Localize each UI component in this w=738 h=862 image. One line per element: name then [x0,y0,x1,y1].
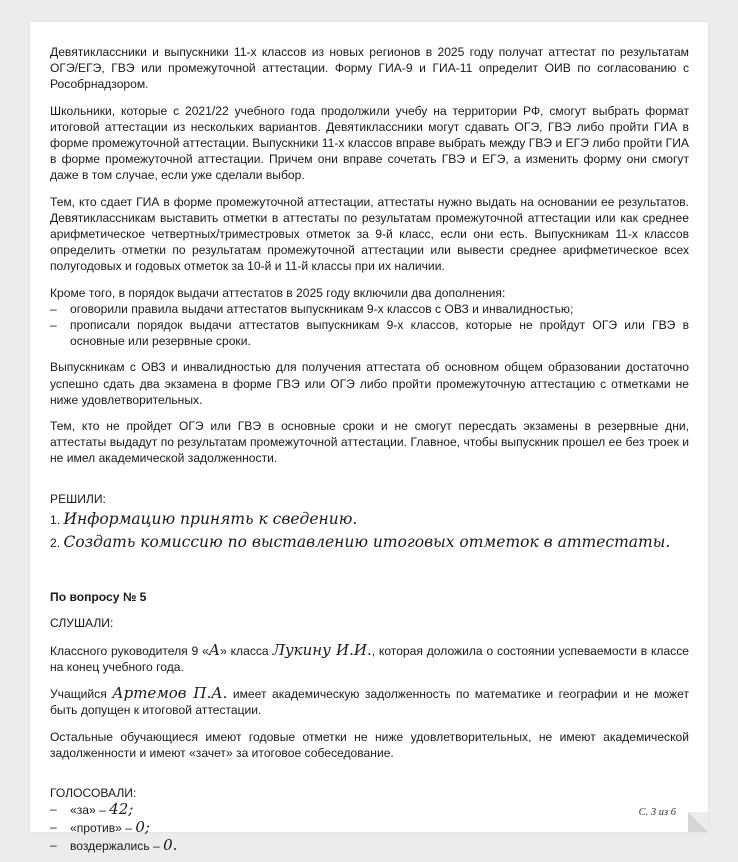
list-item-text: оговорили правила выдачи аттестатов выпускникам 9-х классов с ОВЗ и инвалидностью; [70,301,574,316]
paragraph: Тем, кто не пройдет ОГЭ или ГВЭ в основные сроки и не смогут пересдать экзамены в резервные дни, аттестаты выдадут по результатам промежуточной аттестации. Главное, чтобы выпускник прошел ее без троек и не имел академической задолженности. [50,419,689,466]
list-dash: – [50,318,57,333]
vote-item [50,801,689,819]
vote-label: «за» – [70,803,110,818]
vote-item [50,819,689,837]
vote-value: 42 [109,800,129,819]
vote-end: ; [144,818,150,837]
vote-end: . [172,836,178,855]
list-dash: – [50,820,57,835]
paragraph: Школьники, которые с 2021/22 учебного года продолжили учебу на территории РФ, смогут выбрать формат итоговой аттестации из нескольких вариантов. Девятиклассники могут сдавать ОГЭ, ГВЭ либо пройти ГИА в форме промежуточной аттестации. Выпускники 11-х классов вправе выбрать между ГВЭ и ЕГЭ либо пройти ГИА в форме промежуточной аттестации. Причем они вправе сочетать ГВЭ и ЕГЭ, а изменить форму они смогут даже в том случае, если уже сделали выбор. [50,103,689,183]
list-dash: – [50,802,57,817]
report-paragraph [50,685,689,718]
report-text: , которая доложила о состоянии успеваемости в классе на конец учебного года. [50,643,689,674]
report-text: » класса [220,643,273,658]
report-paragraph: Остальные обучающиеся имеют годовые отметки не ниже удовлетворительных, не имеют академической задолженности и имеют «зачет» за итоговое собеседование. [50,729,689,760]
list-item [50,301,689,317]
vote-label: «против» – [70,821,136,836]
paragraph: Тем, кто сдает ГИА в форме промежуточной аттестации, аттестаты нужно выдать на основании ее результатов. Девятиклассникам выставить отметки в аттестаты по результатам промежуточной аттестации или как среднее арифметическое четвертных/триместровых отметок за 9-й класс, если они есть. Выпускникам 11-х классов определить отметки по результатам промежуточной аттестации или вывести среднее арифметическое всех полугодовых и годовых отметок за 10-й и 11-й классы при их наличии. [50,194,689,274]
decided-label: РЕШИЛИ: [50,491,106,506]
decision-number: 1. [50,512,61,527]
handwritten-name: Лукину И.И. [272,640,372,659]
list-item [50,317,689,349]
list-dash: – [50,301,57,316]
decision-text: Создать комиссию по выставлению итоговых отметок в аттестаты. [63,533,671,552]
vote-label: воздержались – [70,839,164,854]
report-text: Учащийся [50,687,113,702]
paragraph: Девятиклассники и выпускники 11-х классов из новых регионов в 2025 году получат аттестат по результатам ОГЭ/ЕГЭ, ГВЭ или промежуточной аттестации. Форму ГИА-9 и ГИА-11 определит ОИВ по согласованию с Рособрнадзором. [50,45,689,92]
page-number: С. 3 из 6 [638,807,676,818]
decision-text: Информацию принять к сведению. [63,509,358,528]
document-page [30,22,708,855]
vote-end: ; [128,800,134,819]
handwritten-class: А [208,640,221,659]
list-item-text: прописали порядок выдачи аттестатов выпускникам 9-х классов, которые не пройдут ОГЭ или ГВЭ в основные или резервные сроки. [70,318,689,349]
question-heading: По вопросу № 5 [50,590,147,605]
paragraph: Кроме того, в порядок выдачи аттестатов в 2025 году включили два дополнения: [50,285,506,300]
voted-label: ГОЛОСОВАЛИ: [50,785,137,800]
vote-value: 0 [163,836,173,855]
report-paragraph [50,642,689,675]
paragraph: Выпускникам с ОВЗ и инвалидностью для получения аттестата об основном общем образовании достаточно успешно сдать два экзамена в форме ГВЭ или ОГЭ либо пройти промежуточную аттестацию с отметками не ниже удовлетворительных. [50,360,689,407]
heard-label: СЛУШАЛИ: [50,616,114,631]
list-dash: – [50,838,57,853]
decision-number: 2. [50,536,61,551]
page-corner-fold [688,812,708,832]
handwritten-name: Артемов П.А. [112,684,228,703]
vote-item [50,837,689,855]
page-content [50,44,689,855]
vote-value: 0 [135,818,145,837]
decision-item [50,511,689,528]
additions-list [50,301,689,350]
report-text: имеет академическую задолженность по математике и географии и не может быть допущен к итоговой аттестации. [50,687,689,718]
decision-item [50,534,689,551]
report-text: Классного руководителя 9 « [50,643,209,658]
